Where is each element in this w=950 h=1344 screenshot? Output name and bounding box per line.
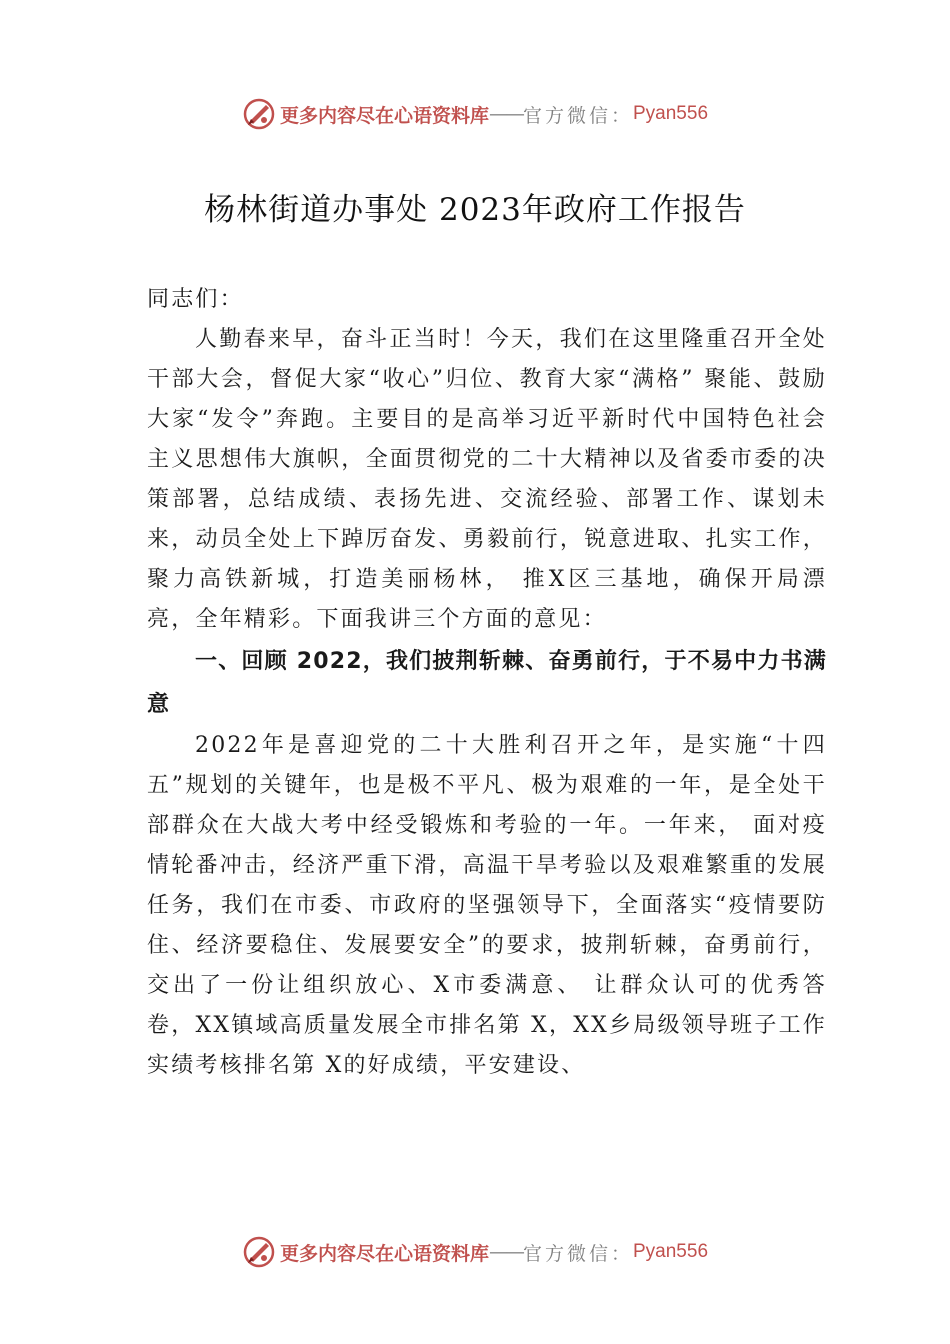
document-title: 杨林街道办事处 2023年政府工作报告 — [204, 192, 746, 228]
banner-wechat-id: Pyan556 — [633, 103, 709, 124]
banner-wechat-id: Pyan556 — [633, 1241, 709, 1262]
document-body — [147, 280, 827, 1086]
banner-main-text: 更多内容尽在心语资料库 — [279, 1242, 489, 1265]
intro-paragraph: 人勤春来早，奋斗正当时！今天，我们在这里隆重召开全处干部大会，督促大家“收心”归位、教育大家“满格” 聚能、鼓励大家“发令”奔跑。主要目的是高举习近平新时代中国特色社会主义思想伟大旗帜，全面贯彻党的二十大精神以及省委市委的决策部署，总结成绩、表扬先进、交流经验、部署工作、谋划未来，动员全处上下踔厉奋发、勇毅前行，锐意进取、扎实工作，聚力高铁新城，打造美丽杨林， 推X区三基地，确保开局漂亮，全年精彩。下面我讲三个方面的意见： — [147, 327, 827, 632]
banner-main-text: 更多内容尽在心语资料库 — [279, 104, 489, 127]
pen-seal-logo-icon — [242, 1235, 276, 1269]
salutation: 同志们： — [147, 287, 244, 312]
section-paragraph: 2022年是喜迎党的二十大胜利召开之年，是实施“十四五”规划的关键年，也是极不平凡、极为艰难的一年，是全处干部群众在大战大考中经受锻炼和考验的一年。一年来， 面对疫情轮番冲击，经济严重下滑，高温干旱考验以及艰难繁重的发展任务，我们在市委、市政府的坚强领导下，全面落实“疫情要防住、经济要稳住、发展要安全”的要求，披荆斩棘，奋勇前行，交出了一份让组织放心、X市委满意、 让群众认可的优秀答卷，XX镇域高质量发展全市排名第 X，XX乡局级领导班子工作实绩考核排名第 X的好成绩，平安建设、 — [147, 733, 827, 1078]
footer-banner — [0, 1232, 950, 1272]
pen-seal-logo-icon — [242, 97, 276, 131]
banner-label: 官方微信： — [522, 104, 633, 127]
section-heading: 一、回顾 2022，我们披荆斩棘、奋勇前行，于不易中力书满意 — [147, 649, 827, 717]
header-banner — [0, 94, 950, 134]
banner-dash: —— — [488, 103, 523, 125]
banner-dash: —— — [488, 1241, 523, 1263]
banner-label: 官方微信： — [522, 1242, 633, 1265]
